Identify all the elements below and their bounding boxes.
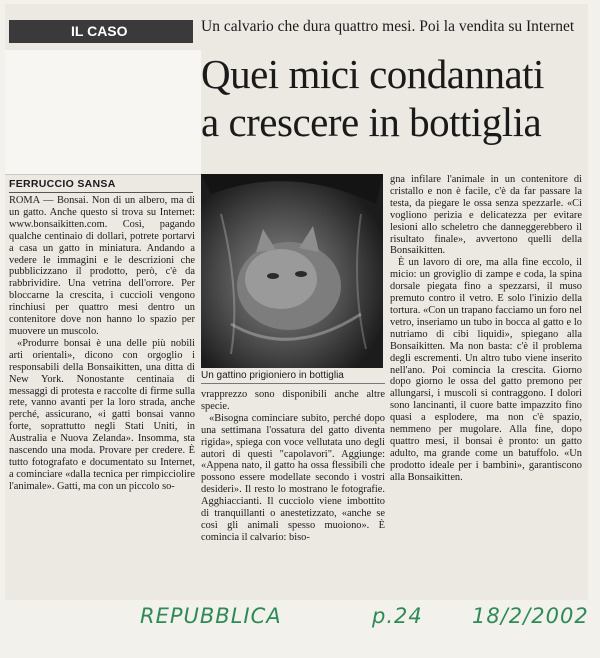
column-2-paragraph: «Bisogna cominciare subito, perché dopo una settimana l'ossatura del gatto diventa rigida», spiega con voce vellutata uno degli autori di questi "capolavori". Aggiunge: «Appena nato, il gatto ha ossa flessibili che possono essere modellate secondo i vostri desideri». Il resto lo mostrano le fotografie. Agghiaccianti. Il cucciolo viene imbottito di tranquillanti o anestetizzato, «anche se così gli animali spesso muoiono». È comincia il calvario: biso- <box>201 412 385 543</box>
headline-line-1: Quei mici condannati <box>201 51 544 97</box>
handwritten-page: p.24 <box>372 604 423 628</box>
paper-cutout-area <box>5 50 201 174</box>
cutout-edge <box>5 174 201 175</box>
article-column-3 <box>390 174 582 484</box>
byline-rule <box>9 192 193 193</box>
article-column-1 <box>9 195 195 493</box>
column-3-paragraph: gna infilare l'animale in un contenitore di cristallo e non è facile, c'è da far passare la testa, da piegare le ossa senza spezzarle. «Ci vogliono perizia e delicatezza per evitare lesioni allo scheletro che danneggerebbero il risultato finale», avvertono quelli della Bonsaikitten. <box>390 174 582 257</box>
headline-line-2: a crescere in bottiglia <box>201 99 542 145</box>
section-label: IL CASO <box>9 20 193 43</box>
handwritten-source: REPUBBLICA <box>140 604 282 628</box>
kitten-in-bottle-photo <box>201 174 383 368</box>
author-byline: FERRUCCIO SANSA <box>9 178 116 190</box>
column-1-paragraph: «Produrre bonsai è una delle più nobili arti orientali», dicono con orgoglio i responsabili della Bonsaikitten, una ditta di New York. Nonostante centinaia di messaggi di protesta e raccolte di firme sulla rete, vanno avanti per la loro strada, anche perché, assicurano, «i gatti bonsai vanno forte, soprattutto negli Stati Uniti, in Australia e Nuova Zelanda». Insomma, sta nascendo una moda. Provare per credere. È tutto fotografato e documentato su Internet, a cominciare «dalla tecnica per rimpicciolire l'animale». Gatti, ma con un piccolo so- <box>9 337 195 492</box>
photo-illustration <box>201 174 383 368</box>
photo-caption: Un gattino prigioniero in bottiglia <box>201 370 385 384</box>
article-column-2 <box>201 389 385 544</box>
column-2-paragraph: vrapprezzo sono disponibili anche altre specie. <box>201 389 385 412</box>
article-headline <box>201 50 591 146</box>
column-3-paragraph: È un lavoro di ore, ma alla fine eccolo, il micio: un groviglio di zampe e coda, la spina dorsale piegata fino a spezzarsi, il muso premuto contro il vetro. E solo l'inizio della tortura. «Con un trapano facciamo un foro nel vetro, inseriamo un tubo in bocca al gatto e lo nutriamo di cibi liquidi», spiegano alla Bonsaikitten. Ma non basta: c'è il problema degli escrementi. Un altro tubo viene inserito nell'ano. Poi comincia la crescita. Giorno dopo giorno le ossa del gatto premono per allungarsi, i muscoli si contraggono. I dolori sono lancinanti, il cuore batte impazzito fino quasi a esplodere, ma non c'è spazio, nemmeno per mugolare. Alla fine, dopo quattro mesi, il bonsai è pronto: un gatto adulto, ma grande come un batuffolo. «Un prodotto ideale per i bambini», garantiscono alla Bonsaikitten. <box>390 257 582 483</box>
newspaper-clipping <box>5 4 588 600</box>
column-1-paragraph: ROMA — Bonsai. Non di un albero, ma di un gatto. Anche questo si trova su Internet: www.bonsaikitten.com. Così, pagando qualche centinaio di dollari, potrete portarvi a casa un gatto in miniatura. Andando a vedere le immagini e le descrizioni che pubblicizzano il prodotto, però, c'è da rabbrividire. Una vetrina dell'orrore. Per bloccarne la crescita, i cuccioli vengono rinchiusi per quattro mesi dentro un contenitore dove non hanno lo spazio per muovere un muscolo. <box>9 195 195 337</box>
article-subhead: Un calvario che dura quattro mesi. Poi la vendita su Internet <box>201 18 575 35</box>
handwritten-date: 18/2/2002 <box>472 604 589 628</box>
